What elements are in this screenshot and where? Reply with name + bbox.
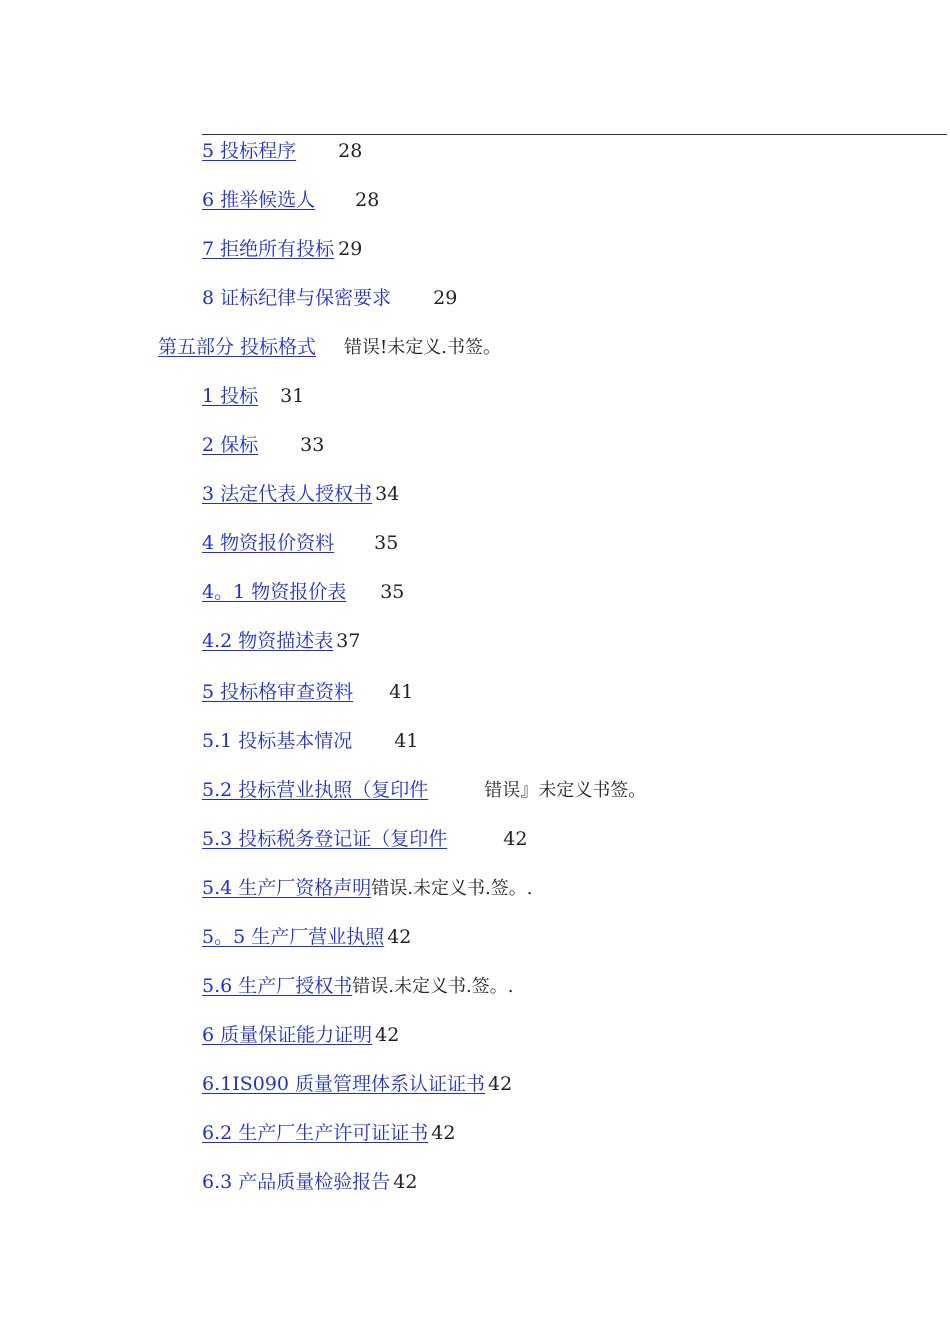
toc-entry-link[interactable] [202, 581, 380, 603]
toc-entry-page: 错误』未定义书签。 [484, 780, 647, 801]
toc-entry [202, 680, 413, 704]
toc-entry-link[interactable] [202, 1171, 393, 1193]
toc-entry-link[interactable] [202, 238, 338, 260]
toc-entry [202, 237, 362, 261]
toc-entry-page: 42 [387, 926, 412, 948]
toc-entry-page: 37 [336, 630, 361, 652]
toc-entry-page: 42 [393, 1171, 418, 1193]
toc-entry [202, 1072, 512, 1096]
toc-entry [202, 1023, 399, 1047]
toc-entry-page: 42 [375, 1024, 400, 1046]
toc-entry-page: 错误!未定义.书签。 [344, 337, 502, 358]
toc-entry-link[interactable] [158, 336, 344, 358]
toc-entry [202, 925, 411, 949]
toc-entry [202, 188, 379, 212]
toc-entry-label: 5.4 生产厂资格声明 [202, 877, 372, 899]
toc-entry-link[interactable] [202, 385, 280, 407]
toc-entry-label: 7 拒绝所有投标 [202, 238, 335, 260]
toc-entry-label: 5 投标格审查资料 [202, 681, 354, 703]
toc-entry-link[interactable] [202, 779, 484, 801]
toc-entry-link[interactable] [202, 681, 389, 703]
toc-entry-link[interactable] [202, 434, 300, 456]
toc-entry-label: 1 投标 [202, 385, 259, 407]
toc-entry-link[interactable] [202, 483, 375, 505]
toc-entry-page: 错误.未定义书.签。. [371, 878, 533, 899]
toc-entry-label: 3 法定代表人授权书 [202, 483, 373, 505]
toc-entry-label: 5。5 生产厂营业执照 [202, 926, 385, 948]
toc-entry [202, 729, 418, 753]
toc-entry [202, 286, 457, 310]
toc-entry-link[interactable] [202, 630, 336, 652]
toc-entry-label: 5.2 投标营业执照（复印件 [202, 779, 429, 801]
toc-entry [202, 531, 398, 555]
toc-entry [202, 974, 513, 998]
toc-entry-label: 5.3 投标税务登记证（复印件 [202, 828, 448, 850]
toc-entry [202, 629, 360, 653]
toc-entry-label: 4。1 物资报价表 [202, 581, 347, 603]
toc-entry-link[interactable] [202, 287, 433, 309]
toc-entry-label: 5.1 投标基本情况 [202, 730, 353, 752]
toc-entry-link[interactable] [202, 1024, 375, 1046]
toc-entry [202, 778, 646, 802]
toc-entry [202, 139, 362, 163]
toc-entry-label: 5 投标程序 [202, 140, 297, 162]
toc-entry-page: 31 [280, 385, 305, 407]
toc-entry-page: 错误.未定义书.签。. [352, 976, 514, 997]
toc-entry-label: 4 物资报价资料 [202, 532, 335, 554]
toc-entry [202, 827, 527, 851]
toc-entry [202, 876, 532, 900]
toc-entry-page: 28 [355, 189, 380, 211]
toc-entry [202, 433, 324, 457]
toc-entry-page: 29 [433, 287, 458, 309]
toc-entry [202, 1170, 417, 1194]
toc-entry-label: 8 证标纪律与保密要求 [202, 287, 392, 309]
toc-entry-link[interactable] [202, 532, 374, 554]
toc-entry-page: 42 [431, 1122, 456, 1144]
toc-entry [202, 482, 399, 506]
toc-entry-link[interactable] [202, 1122, 431, 1144]
toc-entry [158, 335, 501, 359]
toc-entry-label: 2 保标 [202, 434, 259, 456]
toc-entry-link[interactable] [202, 140, 338, 162]
toc-entry-link[interactable] [202, 828, 503, 850]
toc-entry-link[interactable] [202, 926, 387, 948]
toc-entry-page: 42 [503, 828, 528, 850]
toc-entry [202, 1121, 455, 1145]
toc-entry-link[interactable] [202, 975, 352, 997]
toc-entry-page: 29 [338, 238, 363, 260]
toc-entry-page: 42 [488, 1073, 513, 1095]
toc-entry-label: 第五部分 投标格式 [158, 336, 317, 358]
toc-entry-link[interactable] [202, 877, 371, 899]
toc-entry-page: 28 [338, 140, 363, 162]
toc-entry-page: 33 [300, 434, 325, 456]
toc-entry-link[interactable] [202, 1073, 488, 1095]
toc-entry-label: 6.2 生产厂生产许可证证书 [202, 1122, 429, 1144]
toc-entry-page: 35 [380, 581, 405, 603]
toc-entry-label: 6 推举候选人 [202, 189, 316, 211]
toc-entry-page: 41 [389, 681, 414, 703]
toc-entry-page: 41 [394, 730, 419, 752]
toc-entry-label: 6 质量保证能力证明 [202, 1024, 373, 1046]
toc-entry-label: 4.2 物资描述表 [202, 630, 334, 652]
toc-entry-label: 6.1IS090 质量管理体系认证证书 [202, 1073, 486, 1095]
toc-entry [202, 384, 304, 408]
toc-entry-page: 35 [374, 532, 399, 554]
toc-entry-label: 6.3 产品质量检验报告 [202, 1171, 391, 1193]
toc-entry-link[interactable] [202, 189, 355, 211]
toc-entry-label: 5.6 生产厂授权书 [202, 975, 353, 997]
toc-entry-link[interactable] [202, 730, 394, 752]
toc-entry-page: 34 [375, 483, 400, 505]
toc-entry [202, 580, 404, 604]
